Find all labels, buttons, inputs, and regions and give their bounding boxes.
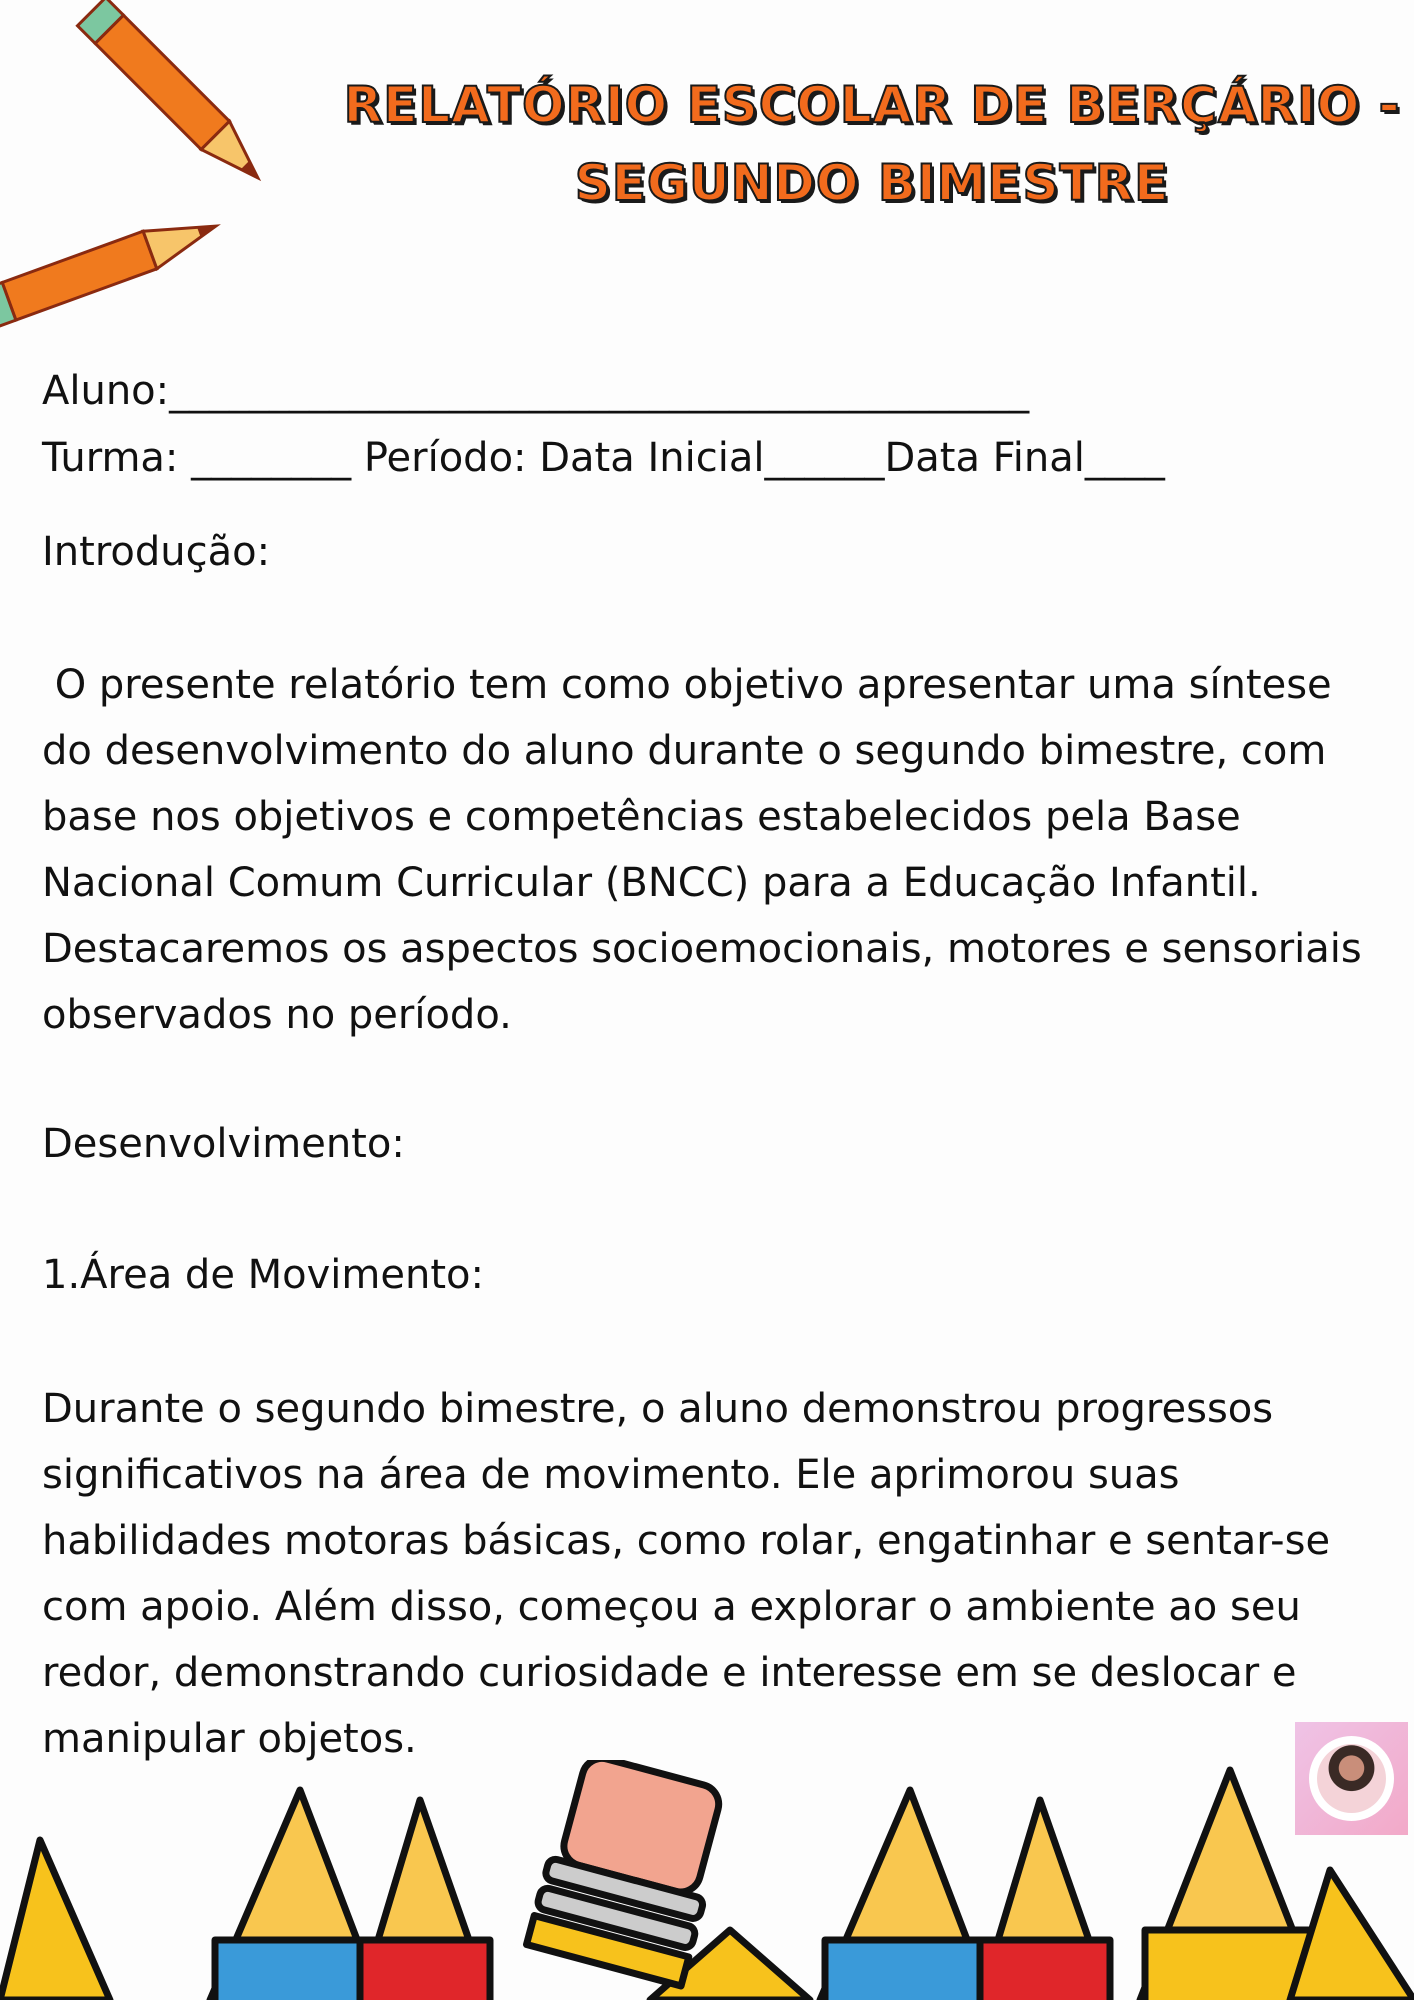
intro-line: Destacaremos os aspectos socioemocionais, motores e sensoriais bbox=[42, 926, 1362, 972]
movement-line: habilidades motoras básicas, como rolar, engatinhar e sentar-se bbox=[42, 1518, 1331, 1564]
title-line-2: SEGUNDO BIMESTRE bbox=[574, 154, 1170, 212]
movement-line: significativos na área de movimento. Ele aprimorou suas bbox=[42, 1452, 1180, 1498]
title-line-1: RELATÓRIO ESCOLAR DE BERÇÁRIO - bbox=[343, 76, 1401, 134]
intro-line: do desenvolvimento do aluno durante o segundo bimestre, com bbox=[42, 728, 1327, 774]
intro-line: Nacional Comum Curricular (BNCC) para a Educação Infantil. bbox=[42, 860, 1261, 906]
intro-line: observados no período. bbox=[42, 992, 512, 1038]
development-heading: Desenvolvimento: bbox=[42, 1121, 405, 1167]
class-period-field: Turma: ________ Período: Data Inicial______Data Final____ bbox=[42, 435, 1165, 481]
movement-line: com apoio. Além disso, começou a explorar o ambiente ao seu bbox=[42, 1584, 1301, 1630]
movement-line: manipular objetos. bbox=[42, 1716, 417, 1762]
movement-paragraph bbox=[42, 1376, 1394, 1772]
intro-heading: Introdução: bbox=[42, 529, 271, 575]
pencils-decoration-bottom bbox=[0, 1760, 1414, 2000]
movement-section-heading: 1.Área de Movimento: bbox=[42, 1252, 484, 1298]
student-name-field: Aluno:___________________________________________ bbox=[42, 368, 1030, 414]
movement-line: redor, demonstrando curiosidade e interesse em se deslocar e bbox=[42, 1650, 1297, 1696]
movement-line: Durante o segundo bimestre, o aluno demonstrou progressos bbox=[42, 1386, 1274, 1432]
intro-line: O presente relatório tem como objetivo apresentar uma síntese bbox=[42, 662, 1332, 708]
intro-paragraph bbox=[42, 652, 1394, 1048]
intro-line: base nos objetivos e competências estabelecidos pela Base bbox=[42, 794, 1241, 840]
pencils-decoration-top bbox=[0, 0, 330, 330]
page-title bbox=[330, 66, 1414, 222]
